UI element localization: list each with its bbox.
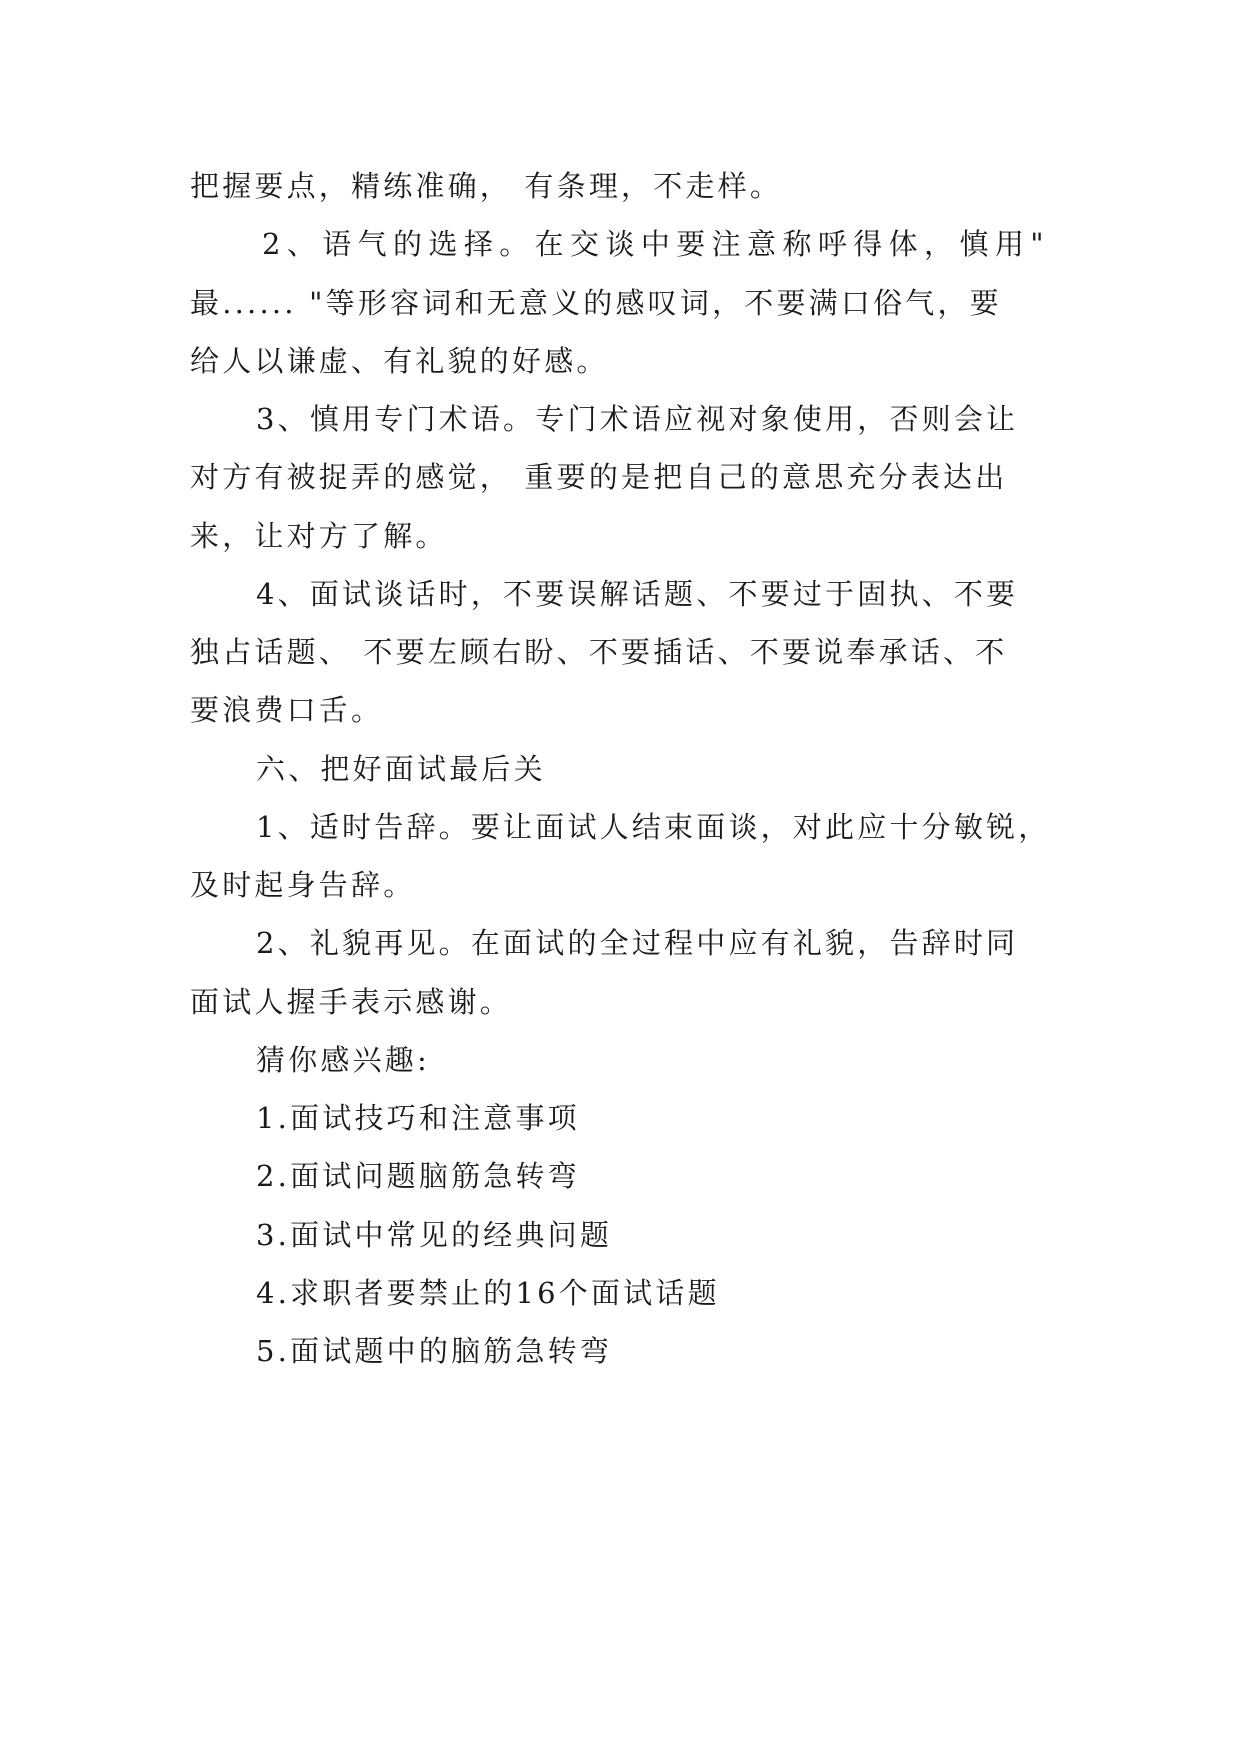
paragraph-line: 最...... "等形容词和无意义的感叹词，不要满口俗气，要 [190,286,1002,320]
paragraph-line: 3、慎用专门术语。专门术语应视对象使用，否则会让 [256,402,1019,436]
related-link[interactable]: 4.求职者要禁止的16个面试话题 [256,1276,720,1310]
related-heading: 猜你感兴趣: [256,1043,430,1077]
paragraph-line: 1、适时告辞。要让面试人结束面谈，对此应十分敏锐， [256,810,1051,844]
section-heading: 六、把好面试最后关 [256,752,546,786]
paragraph-line: 对方有被捉弄的感觉， 重要的是把自己的意思充分表达出 [190,460,1008,494]
paragraph-line: 及时起身告辞。 [190,868,416,902]
paragraph-line: 2、语气的选择。在交谈中要注意称呼得体，慎用" [262,227,1050,261]
related-link[interactable]: 5.面试题中的脑筋急转弯 [256,1334,613,1368]
paragraph-line: 把握要点，精练准确， 有条理，不走样。 [190,169,783,203]
paragraph-line: 来，让对方了解。 [190,519,448,553]
paragraph-line: 面试人握手表示感谢。 [190,985,513,1019]
related-link[interactable]: 3.面试中常见的经典问题 [256,1218,613,1252]
paragraph-line: 2、礼貌再见。在面试的全过程中应有礼貌，告辞时同 [256,926,1019,960]
related-link[interactable]: 2.面试问题脑筋急转弯 [256,1159,580,1193]
paragraph-line: 4、面试谈话时，不要误解话题、不要过于固执、不要 [256,577,1019,611]
paragraph-line: 给人以谦虚、有礼貌的好感。 [190,344,609,378]
related-link[interactable]: 1.面试技巧和注意事项 [256,1101,580,1135]
paragraph-line: 要浪费口舌。 [190,693,384,727]
paragraph-line: 独占话题、 不要左顾右盼、不要插话、不要说奉承话、不 [190,635,1008,669]
